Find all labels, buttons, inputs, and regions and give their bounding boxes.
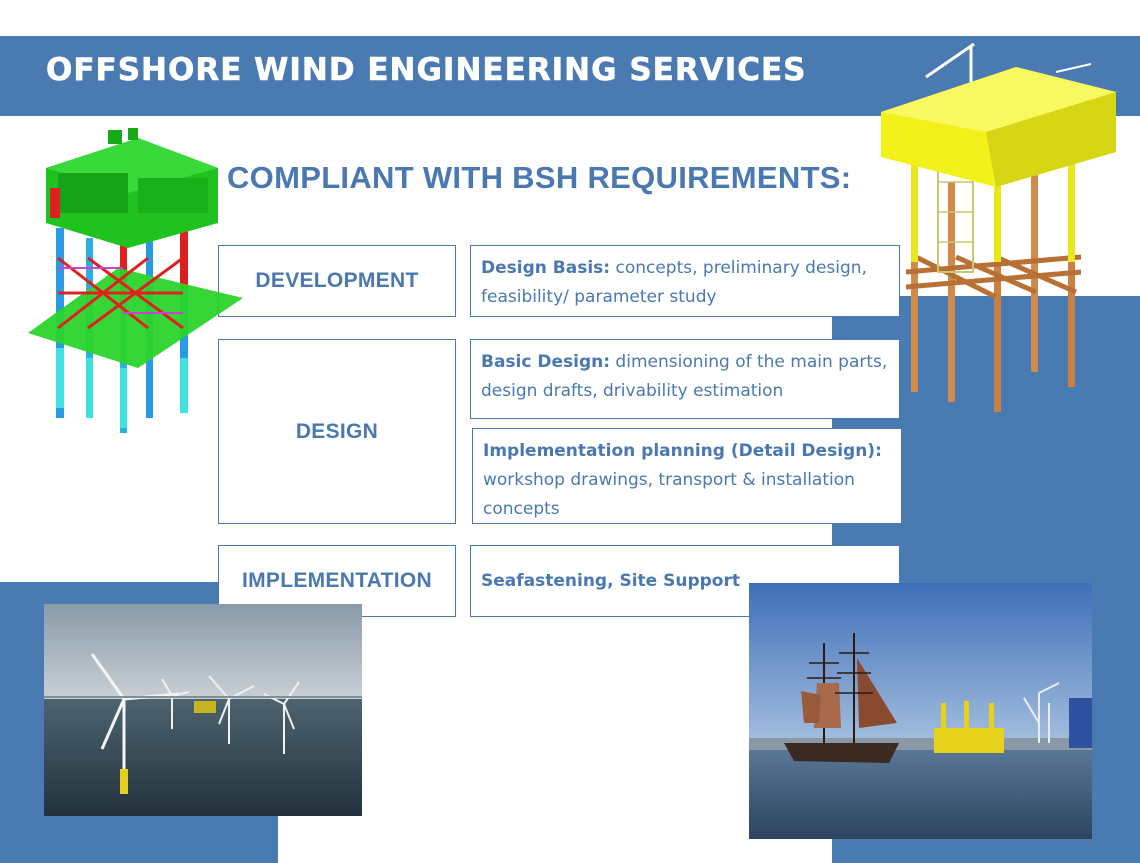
item-text: concepts, preliminary design, feasibility/ parameter study xyxy=(481,258,867,307)
item-label: Implementation planning (Detail Design): xyxy=(483,441,882,461)
offshore-wind-farm-photo xyxy=(44,604,362,816)
tall-ship-harbor-photo xyxy=(749,583,1092,839)
item-label: Seafastening, Site Support xyxy=(481,570,740,591)
substation-platform-render xyxy=(876,42,1126,417)
phase-implementation: IMPLEMENTATION xyxy=(218,545,456,617)
item-text: dimensioning of the main parts, design drafts, drivability estimation xyxy=(481,352,888,401)
page-title: OFFSHORE WIND ENGINEERING SERVICES xyxy=(46,52,807,88)
phase-development: DEVELOPMENT xyxy=(218,245,456,317)
item-design-basis xyxy=(470,245,900,317)
jacket-fem-model-image xyxy=(28,128,243,438)
item-implementation-planning xyxy=(472,428,902,524)
page-subtitle: COMPLIANT WITH BSH REQUIREMENTS: xyxy=(227,160,852,195)
item-label: Design Basis: xyxy=(481,258,611,278)
item-basic-design xyxy=(470,339,900,419)
item-text: workshop drawings, transport & installation concepts xyxy=(483,470,855,519)
item-label: Basic Design: xyxy=(481,352,611,372)
phase-design: DESIGN xyxy=(218,339,456,524)
